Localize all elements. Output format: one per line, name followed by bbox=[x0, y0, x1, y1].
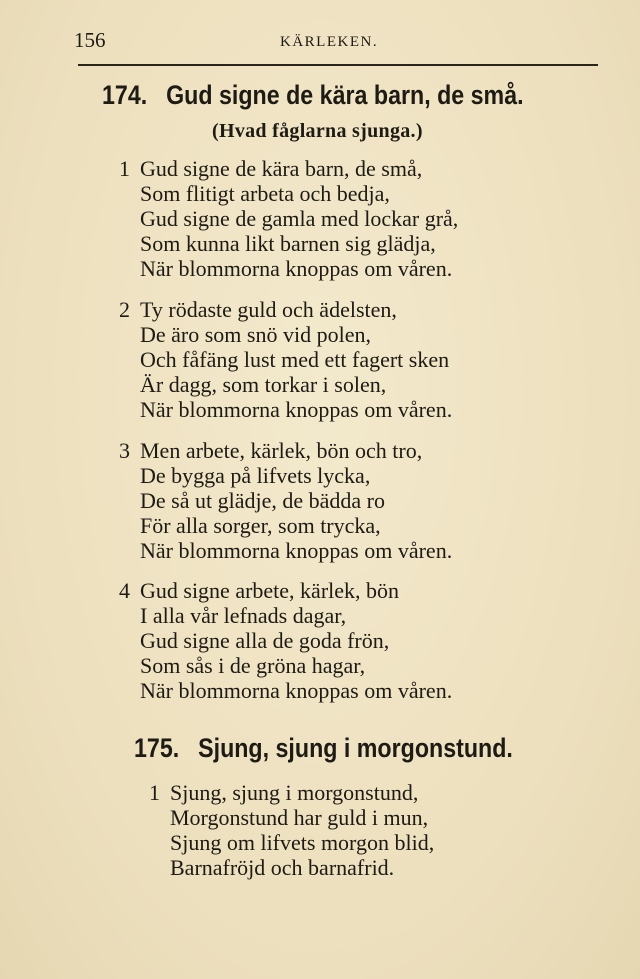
verse-line bbox=[140, 603, 452, 628]
stanza-number: 3 bbox=[119, 438, 130, 463]
stanza-174-1 bbox=[119, 156, 459, 281]
verse-line bbox=[170, 855, 434, 880]
hymn-title-175 bbox=[134, 733, 513, 764]
verse-line bbox=[140, 181, 458, 206]
verse-line bbox=[140, 372, 452, 397]
verse-line bbox=[140, 628, 452, 653]
verse-line bbox=[119, 297, 452, 322]
tune-name: (Hvad fåglarna sjunga.) bbox=[212, 120, 423, 142]
verse-text: När blommorna knoppas om våren. bbox=[140, 538, 453, 563]
verse-text: Gud signe arbete, kärlek, bön bbox=[140, 578, 400, 603]
verse-text: Barnafröjd och barnafrid. bbox=[170, 855, 395, 880]
verse-line bbox=[140, 463, 452, 488]
stanza-175-1 bbox=[149, 780, 435, 880]
verse-text: I alla vår lefnads dagar, bbox=[140, 603, 347, 628]
stanza-174-4 bbox=[119, 578, 453, 703]
verse-text: Sjung, sjung i morgonstund, bbox=[170, 780, 419, 805]
verse-text: Morgonstund har guld i mun, bbox=[170, 805, 429, 830]
stanza-number: 1 bbox=[149, 780, 160, 805]
verse-line bbox=[140, 513, 452, 538]
verse-text: Men arbete, kärlek, bön och tro, bbox=[140, 438, 423, 463]
verse-line bbox=[119, 438, 452, 463]
verse-line bbox=[149, 780, 434, 805]
verse-line bbox=[140, 678, 452, 703]
stanza-number: 4 bbox=[119, 578, 130, 603]
verse-line bbox=[140, 206, 458, 231]
verse-text: Gud signe de kära barn, de små, bbox=[140, 156, 423, 181]
verse-line bbox=[140, 347, 452, 372]
hymn-title-text: Sjung, sjung i morgonstund. bbox=[198, 733, 513, 763]
hymn-title-text: Gud signe de kära barn, de små. bbox=[166, 80, 524, 110]
verse-line bbox=[140, 538, 452, 563]
running-head bbox=[0, 28, 640, 54]
verse-text: De äro som snö vid polen, bbox=[140, 322, 371, 347]
verse-text: De så ut glädje, de bädda ro bbox=[140, 488, 385, 513]
hymn-number: 175. bbox=[134, 733, 180, 763]
stanza-number: 2 bbox=[119, 297, 130, 322]
verse-text: Som sås i de gröna hagar, bbox=[140, 653, 366, 678]
verse-line bbox=[119, 578, 452, 603]
verse-line bbox=[170, 830, 434, 855]
stanza-174-2 bbox=[119, 297, 453, 422]
verse-text: Ty rödaste guld och ädelsten, bbox=[140, 297, 397, 322]
verse-text: När blommorna knoppas om våren. bbox=[140, 256, 453, 281]
hymn-number: 174. bbox=[102, 80, 148, 110]
verse-text: Gud signe de gamla med lockar grå, bbox=[140, 206, 459, 231]
stanza-174-3 bbox=[119, 438, 453, 563]
verse-text: Sjung om lifvets morgon blid, bbox=[170, 830, 435, 855]
verse-text: Som flitigt arbeta och bedja, bbox=[140, 181, 390, 206]
verse-line bbox=[140, 488, 452, 513]
verse-text: De bygga på lifvets lycka, bbox=[140, 463, 371, 488]
running-title: KÄRLEKEN. bbox=[280, 34, 379, 50]
verse-text: När blommorna knoppas om våren. bbox=[140, 397, 453, 422]
verse-text: Är dagg, som torkar i solen, bbox=[140, 372, 387, 397]
verse-text: Gud signe alla de goda frön, bbox=[140, 628, 390, 653]
verse-line bbox=[140, 231, 458, 256]
verse-line bbox=[140, 322, 452, 347]
hymn-title-174 bbox=[102, 80, 524, 111]
verse-text: När blommorna knoppas om våren. bbox=[140, 678, 453, 703]
verse-text: För alla sorger, som trycka, bbox=[140, 513, 381, 538]
verse-text: Som kunna likt barnen sig glädja, bbox=[140, 231, 436, 256]
verse-text: Och fåfäng lust med ett fagert sken bbox=[140, 347, 450, 372]
header-rule bbox=[78, 64, 598, 66]
page-number: 156 bbox=[74, 28, 106, 52]
stanza-number: 1 bbox=[119, 156, 130, 181]
verse-line bbox=[119, 156, 458, 181]
verse-line bbox=[140, 256, 458, 281]
verse-line bbox=[140, 653, 452, 678]
verse-line bbox=[170, 805, 434, 830]
verse-line bbox=[140, 397, 452, 422]
